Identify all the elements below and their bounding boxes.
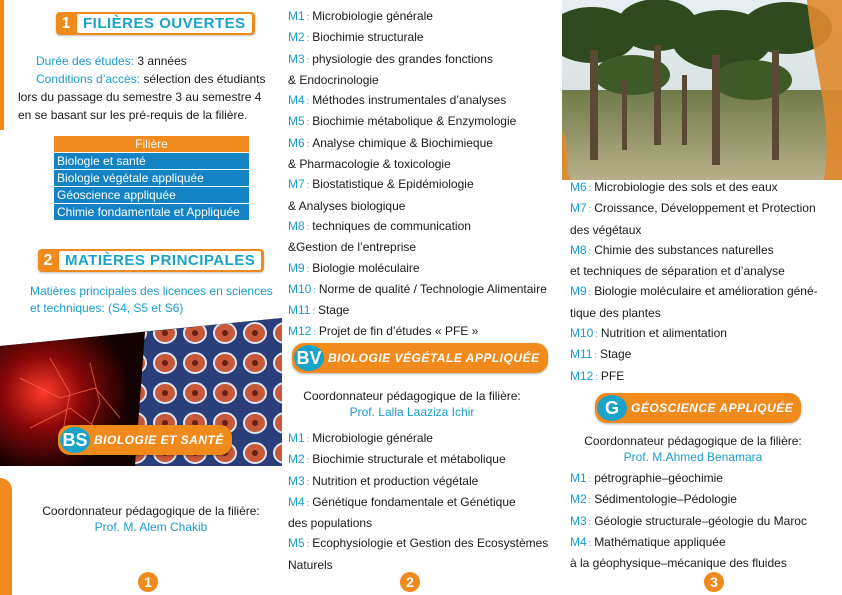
module-separator: : [595, 371, 598, 382]
coord-label: Coordonnateur pédagogique de la filière: [42, 504, 260, 518]
matieres-label-2-line [30, 300, 183, 316]
module-item [570, 220, 818, 240]
matieres-semesters: (S4, S5 et S6) [108, 301, 184, 315]
module-title: Mathématique appliquée [594, 534, 726, 549]
bv-coordinator [282, 388, 542, 420]
module-separator: : [306, 117, 310, 128]
module-title: PFE [600, 368, 625, 383]
module-title: à la géophysique–mécanique des fluides [570, 556, 787, 571]
module-title: Géologie structurale–géologie du Maroc [594, 513, 807, 528]
coord-name: Prof. M.Ahmed Benamara [623, 450, 763, 464]
bs-banner [58, 425, 232, 455]
module-title: Biostatistique & Epidémiologie [312, 177, 474, 192]
section-1-title: FILIÈRES OUVERTES [77, 14, 252, 33]
bv-modules-list-1 [288, 428, 548, 575]
module-separator: : [306, 434, 310, 444]
module-code: M1 [570, 471, 587, 485]
module-separator: : [306, 263, 310, 274]
duree-label: Durée des études: [36, 54, 135, 68]
page-number-1: 1 [138, 572, 158, 592]
module-separator: : [306, 96, 310, 107]
module-item [570, 240, 818, 261]
column-1 [0, 0, 282, 595]
module-item [288, 513, 548, 533]
module-code: M7 [288, 177, 305, 192]
module-code: M11 [288, 303, 311, 318]
module-separator: : [595, 329, 598, 340]
module-separator: : [306, 180, 310, 191]
ga-title: GÉOSCIENCE APPLIQUÉE [631, 401, 794, 415]
ga-abbr: G [597, 395, 627, 421]
module-title: Nutrition et alimentation [600, 326, 727, 341]
module-item [570, 198, 818, 219]
section-1-number: 1 [61, 14, 71, 32]
module-title: physiologie des grandes fonctions [312, 51, 493, 66]
module-title: Stage [317, 303, 350, 318]
module-item [288, 174, 547, 195]
module-item [570, 177, 818, 198]
module-separator: : [306, 455, 310, 466]
ga-banner [595, 393, 801, 423]
column-2 [282, 0, 562, 595]
module-item [288, 321, 547, 342]
module-code: M4 [570, 534, 587, 549]
module-title: Biologie moléculaire [312, 260, 420, 275]
coord-label: Coordonnateur pédagogique de la filière: [584, 434, 802, 448]
module-code: M3 [288, 51, 305, 66]
module-code: M11 [570, 347, 593, 362]
module-item [570, 511, 807, 532]
conditions-line [36, 71, 266, 87]
module-title: Sédimentologie–Pédologie [594, 492, 737, 507]
module-code: M4 [288, 494, 305, 509]
bv-abbr: BV [294, 345, 324, 371]
module-code: M5 [288, 536, 305, 551]
conditions-label: Conditions d’accès: [36, 72, 141, 86]
matieres-label-1: Matières principales des licences en sciences [30, 284, 273, 298]
module-title: Microbiologie générale [312, 9, 433, 23]
module-title: Croissance, Développement et Protection [594, 201, 816, 216]
matieres-label-2: et techniques: [30, 301, 105, 315]
left-orange-edge-bottom [0, 478, 12, 595]
module-title: Microbiologie des sols et des eaux [594, 180, 778, 194]
module-code: M6 [288, 135, 305, 150]
coord-name: Prof. Lalla Laaziza Ichir [349, 405, 475, 419]
module-item [288, 49, 547, 70]
module-code: M8 [288, 218, 305, 233]
module-separator: : [588, 204, 592, 215]
section-1-tab [56, 12, 255, 35]
module-code: M1 [288, 9, 305, 23]
module-title: tique des plantes [570, 305, 661, 320]
section-2-title: MATIÈRES PRINCIPALES [59, 251, 261, 270]
module-item [570, 323, 818, 344]
conditions-value-1: sélection des étudiants [143, 72, 266, 86]
filiere-table-header: Filière [54, 136, 249, 152]
module-separator: : [306, 54, 310, 65]
module-title: Microbiologie générale [312, 431, 433, 445]
module-title: Biochimie structurale [312, 30, 424, 45]
module-item [288, 300, 547, 321]
coord-name: Prof. M. Alem Chakib [94, 520, 208, 534]
filiere-row: Biologie et santé [54, 153, 249, 169]
module-title: &Gestion de l’entreprise [288, 240, 417, 255]
module-title: Projet de fin d’études « PFE » [318, 324, 479, 339]
module-code: M2 [288, 30, 305, 45]
module-separator: : [588, 183, 592, 193]
ga-coordinator [562, 433, 824, 465]
left-orange-edge-top [0, 0, 4, 130]
module-title: Ecophysiologie et Gestion des Ecosystèmes [312, 536, 549, 551]
module-title: Méthodes instrumentales d’analyses [312, 93, 507, 108]
module-item [288, 90, 547, 111]
module-separator: : [306, 221, 310, 232]
module-title: Analyse chimique & Biochimieque [312, 135, 493, 150]
module-code: M7 [570, 201, 587, 216]
module-item [570, 281, 818, 302]
module-item [570, 532, 807, 553]
column-3 [562, 0, 842, 595]
module-title: Biochimie métabolique & Enzymologie [312, 114, 517, 129]
module-title: pétrographie–géochimie [594, 471, 723, 485]
coord-label: Coordonnateur pédagogique de la filière: [303, 389, 521, 403]
module-item [288, 279, 547, 300]
module-separator: : [588, 537, 592, 548]
conditions-value-3: en se basant sur les pré-requis de la filière. [18, 108, 248, 122]
module-item [288, 133, 547, 154]
module-separator: : [306, 539, 310, 550]
filiere-row: Chimie fondamentale et Appliquée [54, 204, 249, 220]
module-item [288, 258, 547, 279]
module-code: M9 [288, 260, 305, 275]
module-separator: : [306, 33, 310, 44]
module-item [288, 533, 548, 554]
module-item [288, 449, 548, 470]
module-title: et techniques de séparation et d’analyse [570, 264, 785, 279]
bs-abbr: BS [60, 427, 90, 453]
module-item [288, 237, 547, 257]
section-2-number: 2 [43, 251, 53, 269]
filiere-row: Biologie végétale appliquée [54, 170, 249, 186]
module-item [570, 261, 818, 281]
bv-modules-list-2 [570, 177, 818, 387]
module-separator: : [313, 284, 316, 295]
section-2-tab [38, 249, 264, 272]
module-title: Nutrition et production végétale [312, 473, 479, 488]
module-separator: : [594, 350, 597, 361]
duree-value: 3 années [137, 54, 187, 68]
module-title: & Pharmacologie & toxicologie [288, 157, 451, 172]
module-title: des végétaux [570, 222, 642, 237]
module-title: Chimie des substances naturelles [594, 242, 774, 257]
module-code: M12 [288, 324, 312, 339]
module-item [288, 471, 548, 492]
module-code: M10 [570, 326, 594, 341]
module-item [288, 27, 547, 48]
module-code: M1 [288, 431, 305, 445]
module-code: M5 [288, 114, 305, 129]
palm-grove-image [562, 0, 842, 180]
module-code: M2 [288, 452, 305, 467]
module-item [288, 70, 547, 90]
module-title: des populations [288, 516, 373, 531]
module-title: & Analyses biologique [288, 198, 406, 213]
module-title: Biologie moléculaire et amélioration géné- [594, 284, 818, 299]
module-item [570, 468, 807, 489]
module-item [288, 555, 548, 575]
module-code: M4 [288, 93, 305, 108]
module-title: techniques de communication [312, 218, 471, 233]
module-separator: : [588, 474, 592, 484]
module-item [570, 489, 807, 510]
module-item [288, 492, 548, 513]
module-code: M2 [570, 492, 587, 507]
bs-modules-list [288, 6, 547, 343]
duree-line [36, 53, 187, 69]
module-item [570, 344, 818, 365]
module-item [570, 366, 818, 387]
module-separator: : [306, 497, 310, 508]
filiere-table [54, 136, 249, 220]
module-item [570, 553, 807, 573]
filiere-row: Géoscience appliquée [54, 187, 249, 203]
module-item [288, 196, 547, 216]
module-title: Naturels [288, 557, 333, 572]
module-title: Biochimie structurale et métabolique [312, 452, 506, 467]
module-item [288, 6, 547, 27]
module-code: M12 [570, 368, 594, 383]
bs-coordinator [20, 503, 282, 535]
conditions-value-2: lors du passage du semestre 3 au semestre 4 [18, 90, 262, 104]
bv-title: BIOLOGIE VÉGÉTALE APPLIQUÉE [328, 351, 540, 365]
module-separator: : [588, 516, 592, 527]
module-separator: : [306, 138, 310, 149]
module-separator: : [306, 476, 310, 487]
module-item [288, 154, 547, 174]
module-code: M9 [570, 284, 587, 299]
module-separator: : [588, 287, 592, 298]
page-number-3: 3 [704, 572, 724, 592]
module-separator: : [306, 12, 310, 22]
module-separator: : [313, 327, 316, 338]
module-title: Stage [599, 347, 632, 362]
module-item [288, 216, 547, 237]
ga-modules-list [570, 468, 807, 573]
module-title: Génétique fondamentale et Génétique [312, 494, 516, 509]
module-item [288, 111, 547, 132]
bv-banner [292, 343, 548, 373]
bs-title: BIOLOGIE ET SANTÉ [94, 433, 224, 447]
module-separator: : [312, 306, 315, 317]
module-code: M10 [288, 281, 312, 296]
page-number-2: 2 [400, 572, 420, 592]
module-title: Norme de qualité / Technologie Alimentaire [318, 281, 547, 296]
module-code: M3 [288, 473, 305, 488]
module-code: M8 [570, 242, 587, 257]
module-separator: : [588, 245, 592, 256]
module-title: & Endocrinologie [288, 72, 379, 87]
module-item [570, 303, 818, 323]
module-code: M3 [570, 513, 587, 528]
module-item [288, 428, 548, 449]
module-code: M6 [570, 180, 587, 194]
module-separator: : [588, 495, 592, 506]
